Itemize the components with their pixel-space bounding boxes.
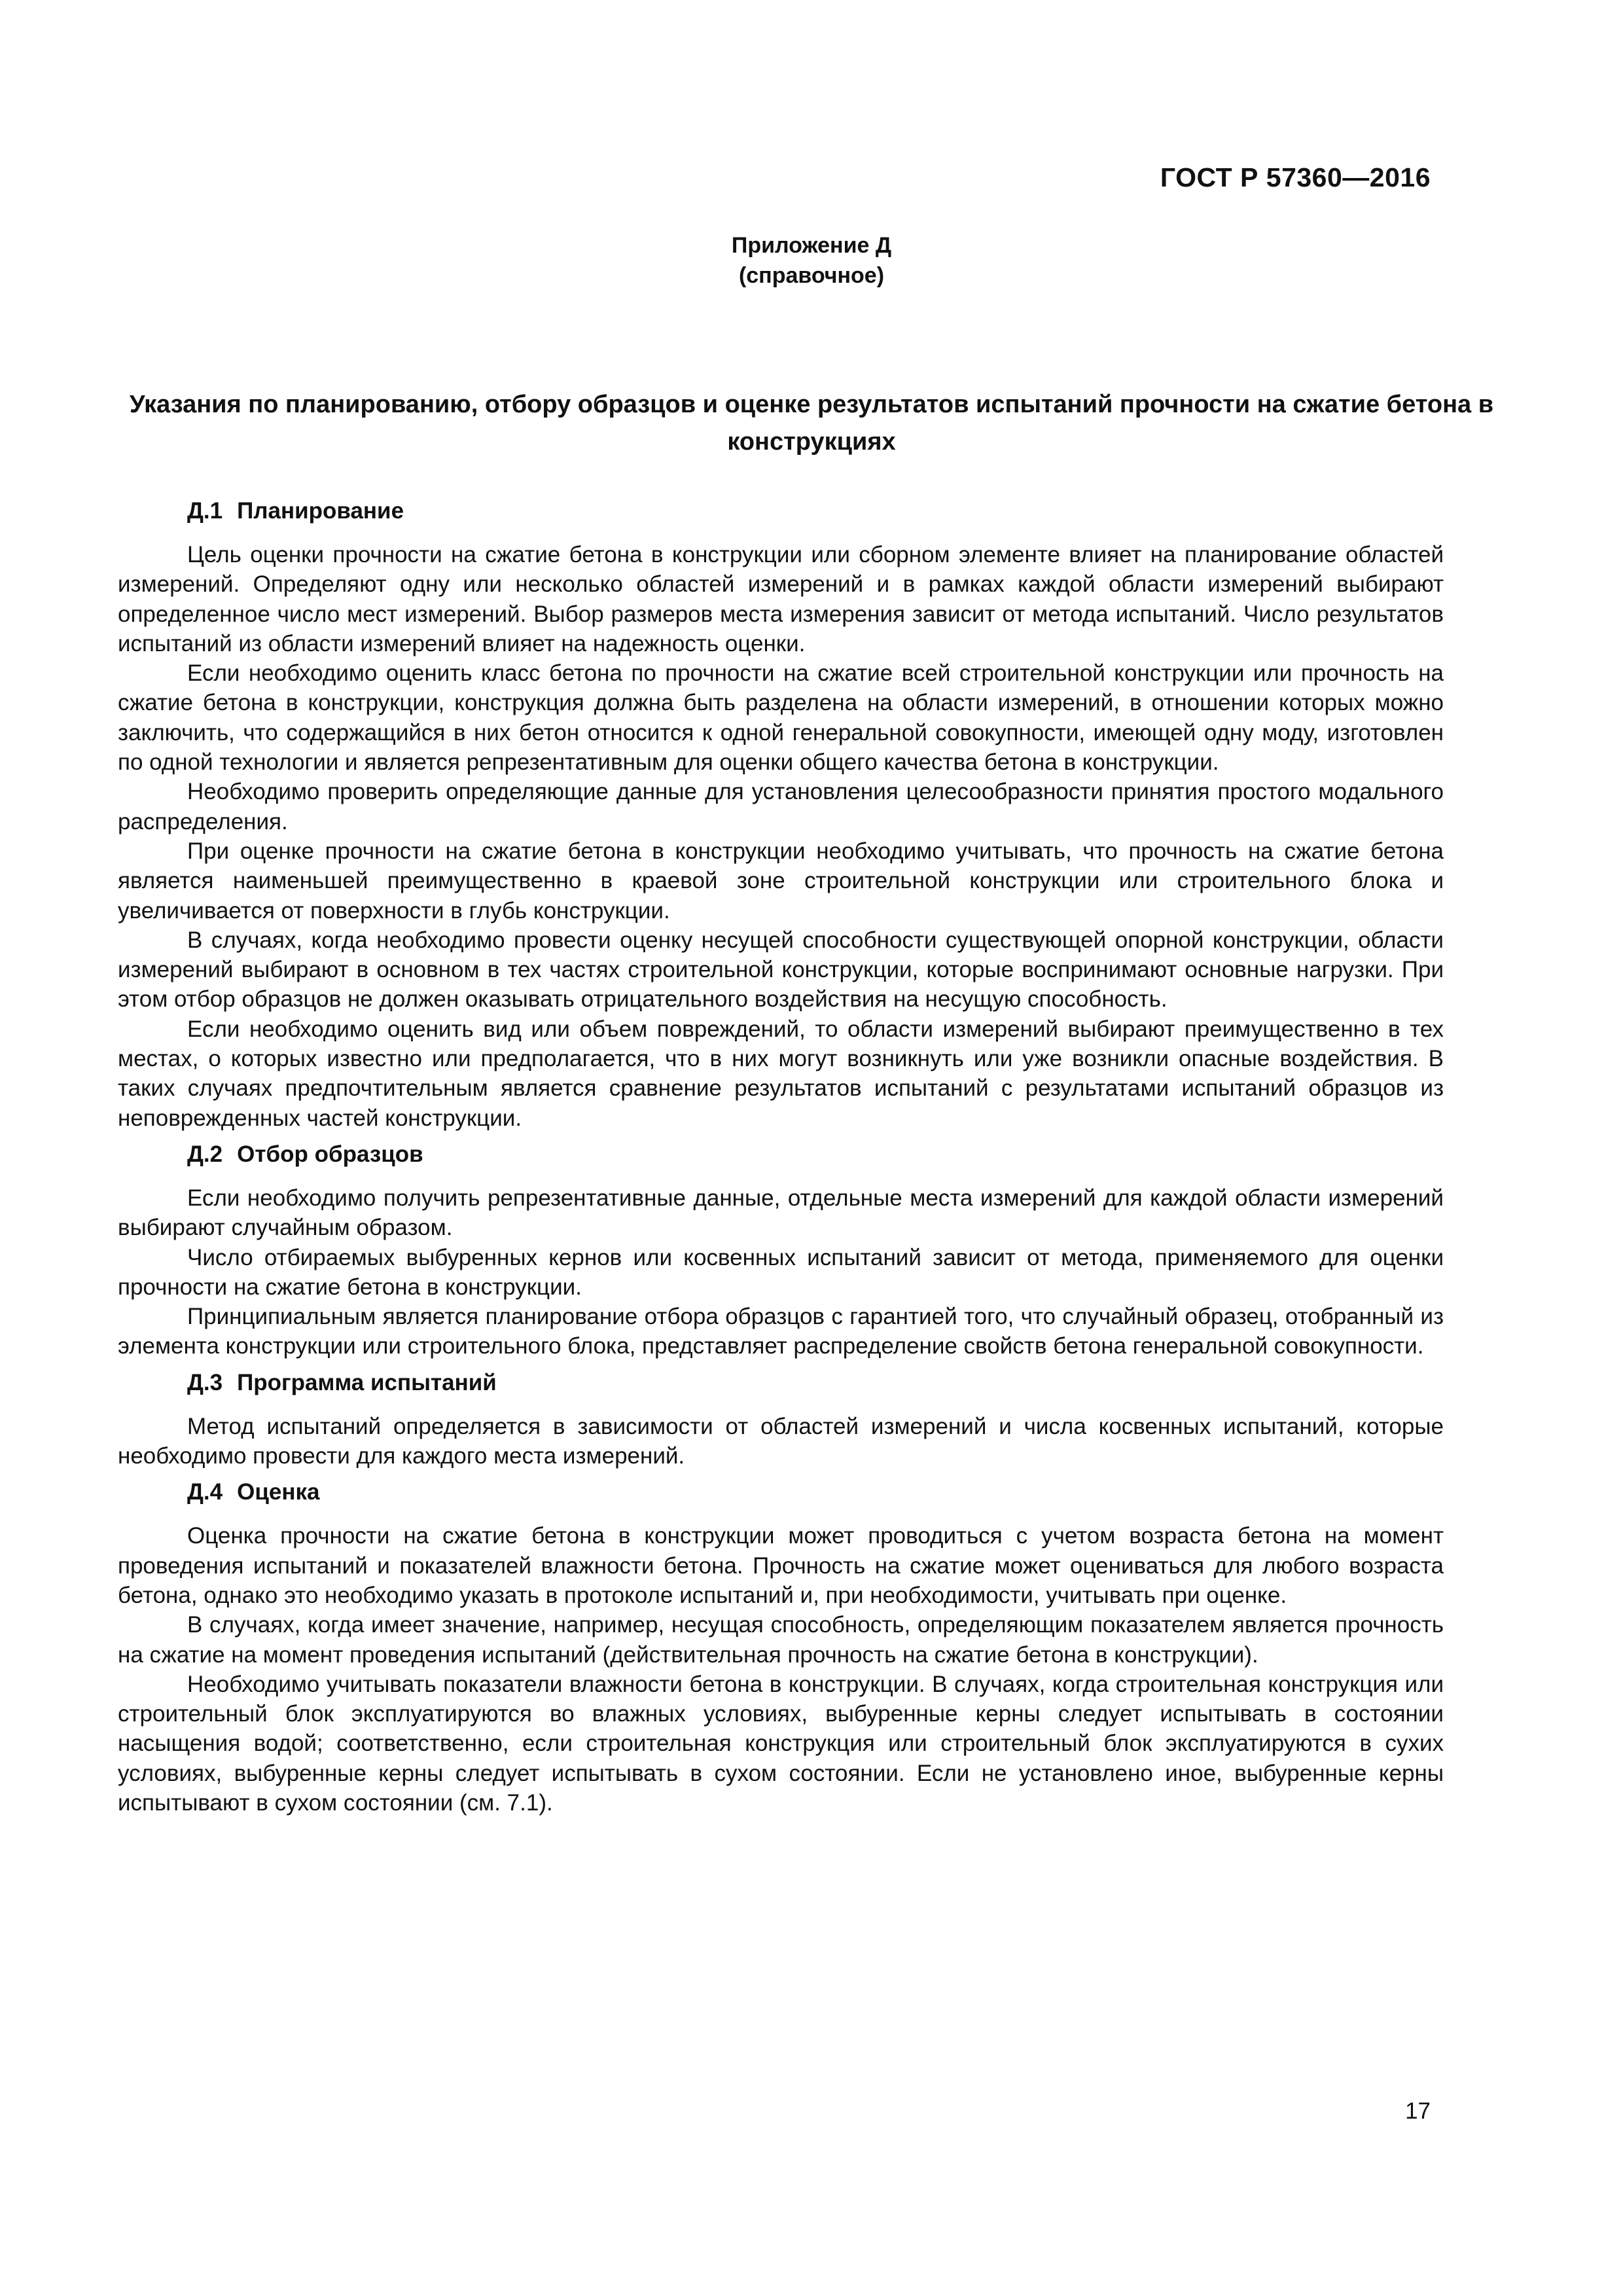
paragraph: Необходимо проверить определяющие данные для установления целесообразности принятия простого модального распределения. xyxy=(118,779,1444,834)
section-heading xyxy=(118,1368,1444,1397)
appendix-heading xyxy=(0,230,1623,291)
paragraph: Оценка прочности на сжатие бетона в конструкции может проводиться с учетом возраста бетона на момент проведения испытаний и показателей влажности бетона. Прочность на сжатие может оцениваться для любого возраста бетона, однако это необходимо указать в протоколе испытаний и, при необходимости, учитывать при оценке. xyxy=(118,1523,1444,1608)
section-heading xyxy=(118,1477,1444,1507)
appendix-type: (справочное) xyxy=(738,263,885,288)
document-body xyxy=(118,490,1444,1818)
section-heading xyxy=(118,1139,1444,1169)
section-heading xyxy=(118,496,1444,526)
document-title: Указания по планированию, отбору образцов и оценке результатов испытаний прочности на сжатие бетона в конструкциях xyxy=(129,391,1494,456)
paragraph: Метод испытаний определяется в зависимости от областей измерений и числа косвенных испытаний, которые необходимо провести для каждого места измерений. xyxy=(118,1413,1444,1469)
section-sampling xyxy=(118,1139,1444,1361)
standard-code: ГОСТ Р 57360—2016 xyxy=(1160,162,1431,192)
paragraph: При оценке прочности на сжатие бетона в конструкции необходимо учитывать, что прочность на сжатие бетона является наименьшей преимущественно в краевой зоне строительной конструкции или строительного блока и увеличивается от поверхности в глубь конструкции. xyxy=(118,838,1444,924)
section-title: Оценка xyxy=(237,1479,320,1505)
paragraph: Число отбираемых выбуренных кернов или косвенных испытаний зависит от метода, применяемого для оценки прочности на сжатие бетона в конструкции. xyxy=(118,1244,1444,1300)
section-planning xyxy=(118,496,1444,1133)
paragraph: В случаях, когда имеет значение, например, несущая способность, определяющим показателем является прочность на сжатие на момент проведения испытаний (действительная прочность на сжатие бетона в конструкции). xyxy=(118,1612,1444,1668)
appendix-label: Приложение Д xyxy=(731,233,892,258)
section-number: Д.1 xyxy=(187,498,223,524)
section-title: Отбор образцов xyxy=(237,1141,423,1167)
paragraph: Если необходимо получить репрезентативные данные, отдельные места измерений для каждой области измерений выбирают случайным образом. xyxy=(118,1185,1444,1241)
section-number: Д.3 xyxy=(187,1369,223,1395)
paragraph: Необходимо учитывать показатели влажности бетона в конструкции. В случаях, когда строительная конструкция или строительный блок эксплуатируются во влажных условиях, выбуренные керны следует испытывать в состоянии насыщения водой; соответственно, если строительная конструкция или строительный блок эксплуатируются в сухих условиях, выбуренные керны следует испытывать в сухом состоянии. Если не установлено иное, выбуренные керны испытывают в сухом состоянии (см. 7.1). xyxy=(118,1671,1444,1816)
paragraph: В случаях, когда необходимо провести оценку несущей способности существующей опорной конструкции, области измерений выбирают в основном в тех частях строительной конструкции, которые воспринимают основные нагрузки. При этом отбор образцов не должен оказывать отрицательного воздействия на несущую способность. xyxy=(118,927,1444,1013)
section-title: Программа испытаний xyxy=(237,1369,497,1395)
paragraph: Цель оценки прочности на сжатие бетона в конструкции или сборном элементе влияет на планирование областей измерений. Определяют одну или несколько областей измерений и в рамках каждой области измерений выбирают определенное число мест измерений. Выбор размеров места измерения зависит от метода испытаний. Число результатов испытаний из области измерений влияет на надежность оценки. xyxy=(118,542,1444,656)
section-evaluation xyxy=(118,1477,1444,1818)
paragraph: Если необходимо оценить вид или объем повреждений, то области измерений выбирают преимущественно в тех местах, о которых известно или предполагается, что в них могут возникнуть или уже возникли опасные воздействия. В таких случаях предпочтительным является сравнение результатов испытаний с результатами испытаний образцов из неповрежденных частей конструкции. xyxy=(118,1016,1444,1131)
paragraph: Если необходимо оценить класс бетона по прочности на сжатие всей строительной конструкции или прочность на сжатие бетона в конструкции, конструкция должна быть разделена на области измерений, в отношении которых можно заключить, что содержащийся в них бетон относится к одной генеральной совокупности, имеющей одну моду, изготовлен по одной технологии и является репрезентативным для оценки общего качества бетона в конструкции. xyxy=(118,660,1444,776)
section-number: Д.2 xyxy=(187,1141,223,1167)
section-title: Планирование xyxy=(237,498,404,524)
section-test-program xyxy=(118,1368,1444,1471)
section-number: Д.4 xyxy=(187,1479,223,1505)
paragraph: Принципиальным является планирование отбора образцов с гарантией того, что случайный образец, отобранный из элемента конструкции или строительного блока, представляет распределение свойств бетона генеральной совокупности. xyxy=(118,1304,1444,1359)
page-number: 17 xyxy=(1405,2098,1431,2124)
